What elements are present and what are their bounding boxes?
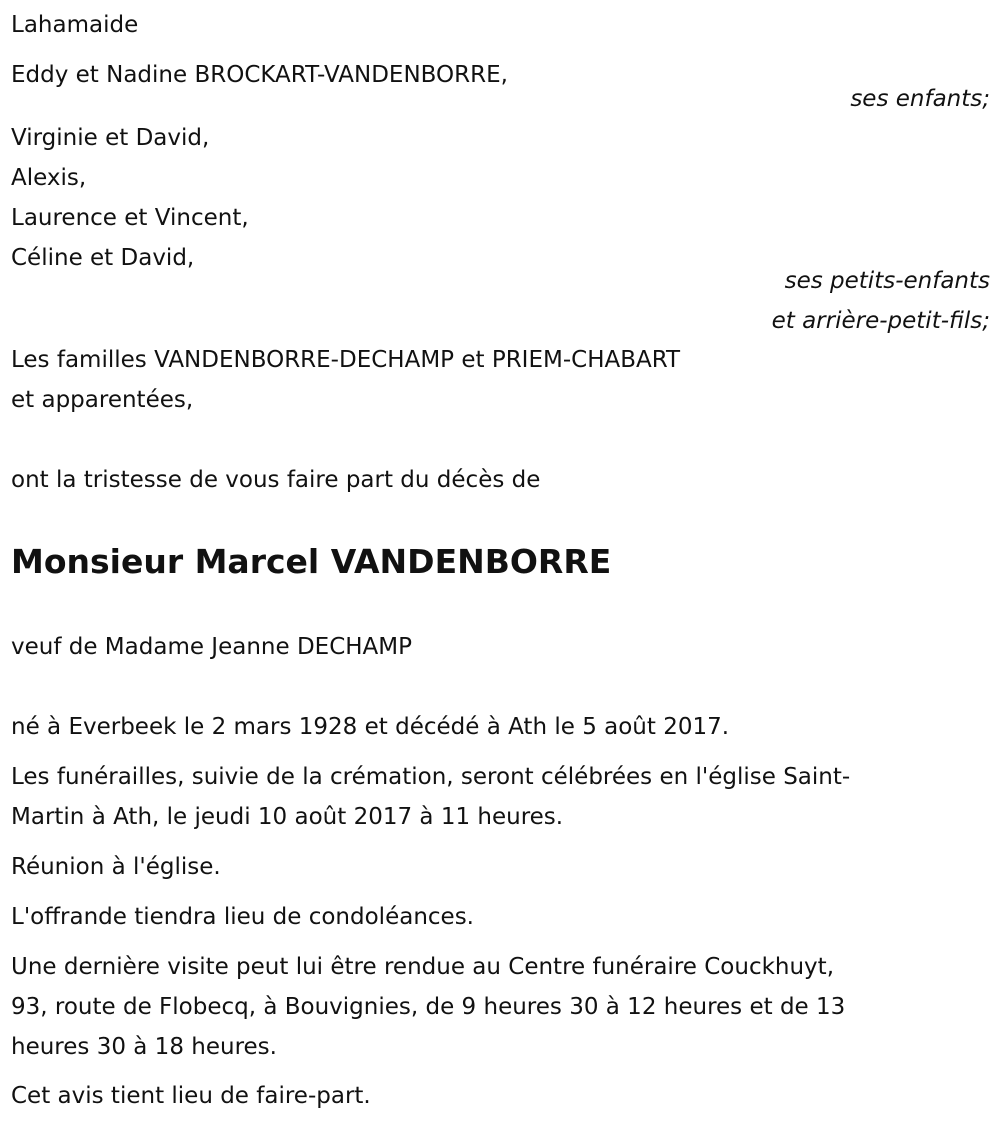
- closing-line: Cet avis tient lieu de faire-part.: [11, 1083, 371, 1109]
- grandchild-line-3: Laurence et Vincent,: [11, 205, 249, 231]
- deceased-name: Monsieur Marcel VANDENBORRE: [11, 542, 612, 581]
- families-line-2: et apparentées,: [11, 387, 194, 413]
- grandchildren-role-2: et arrière-petit-fils;: [771, 308, 990, 334]
- children-line: Eddy et Nadine BROCKART-VANDENBORRE,: [11, 62, 508, 88]
- visit-line-1: Une dernière visite peut lui être rendue au Centre funéraire Couckhuyt,: [11, 954, 835, 980]
- children-role: ses enfants;: [850, 86, 990, 112]
- birth-death-line: né à Everbeek le 2 mars 1928 et décédé à Ath le 5 août 2017.: [11, 714, 730, 740]
- grandchild-line-1: Virginie et David,: [11, 125, 210, 151]
- funeral-line-2: Martin à Ath, le jeudi 10 août 2017 à 11 heures.: [11, 804, 564, 830]
- offering-line: L'offrande tiendra lieu de condoléances.: [11, 904, 474, 930]
- visit-line-3: heures 30 à 18 heures.: [11, 1034, 277, 1060]
- grandchild-line-2: Alexis,: [11, 165, 87, 191]
- widower-line: veuf de Madame Jeanne DECHAMP: [11, 634, 412, 660]
- meeting-line: Réunion à l'église.: [11, 854, 221, 880]
- visit-line-2: 93, route de Flobecq, à Bouvignies, de 9 heures 30 à 12 heures et de 13: [11, 994, 846, 1020]
- grandchildren-role-1: ses petits-enfants: [784, 268, 990, 294]
- announcement-line: ont la tristesse de vous faire part du décès de: [11, 467, 541, 493]
- funeral-line-1: Les funérailles, suivie de la crémation, seront célébrées en l'église Saint-: [11, 764, 851, 790]
- location-line: Lahamaide: [11, 12, 139, 38]
- families-line-1: Les familles VANDENBORRE-DECHAMP et PRIEM-CHABART: [11, 347, 681, 373]
- grandchild-line-4: Céline et David,: [11, 245, 195, 271]
